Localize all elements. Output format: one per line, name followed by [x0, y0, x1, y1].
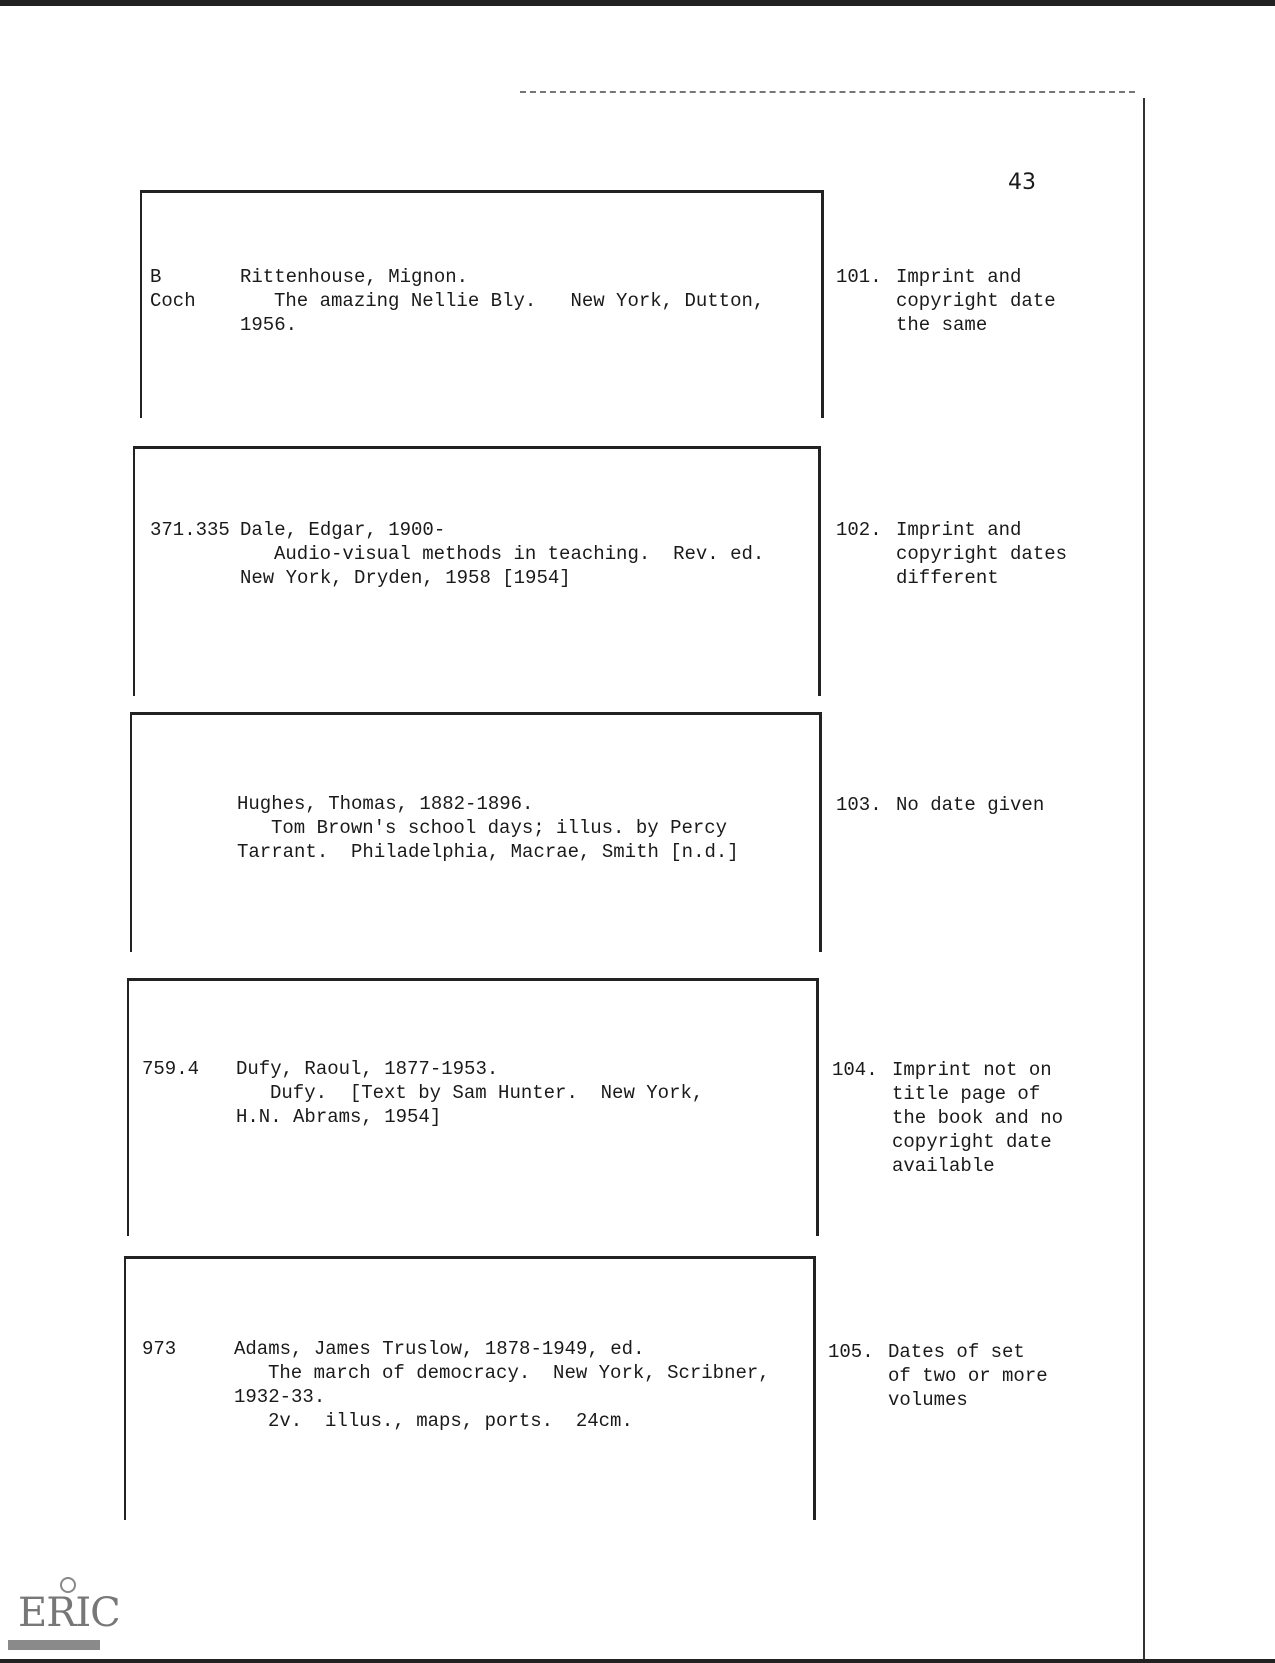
- call-number: [142, 1057, 199, 1081]
- call-number: [142, 1337, 176, 1361]
- entry-title: The march of democracy. New York, Scribner,: [268, 1362, 770, 1384]
- example-note-102: [836, 518, 1068, 589]
- entry-title: Dufy. [Text by Sam Hunter. New York,: [270, 1082, 704, 1104]
- note-line: copyright dates: [896, 543, 1068, 565]
- entry-heading: Hughes, Thomas, 1882-1896.: [237, 793, 534, 815]
- eric-logo-bar: [8, 1640, 100, 1650]
- call-number-line: 973: [142, 1338, 177, 1360]
- top-dashed-rule: [520, 91, 1135, 93]
- call-number: [150, 518, 230, 542]
- note-line: No date given: [896, 794, 1045, 816]
- page-bottom-edge: [0, 1659, 1275, 1663]
- entry-line: H.N. Abrams, 1954]: [236, 1106, 442, 1128]
- call-number-line: Coch: [150, 290, 196, 312]
- entry-title: Tom Brown's school days; illus. by Percy: [271, 817, 728, 839]
- catalog-entry: [236, 1057, 703, 1129]
- note-line: Imprint not on: [892, 1059, 1052, 1081]
- entry-heading: Dufy, Raoul, 1877-1953.: [236, 1058, 499, 1080]
- note-line: copyright date: [896, 290, 1056, 312]
- page-number: 43: [1008, 170, 1036, 195]
- call-number-line: B: [150, 266, 162, 288]
- catalog-entry: [240, 265, 764, 337]
- note-line: available: [892, 1155, 995, 1177]
- note-line: different: [896, 567, 999, 589]
- note-line: title page of: [892, 1083, 1041, 1105]
- catalog-entry: [237, 792, 739, 864]
- entry-line: 1956.: [240, 314, 298, 336]
- note-line: of two or more: [888, 1365, 1048, 1387]
- entry-collation: 2v. illus., maps, ports. 24cm.: [268, 1410, 633, 1432]
- note-line: Imprint and: [896, 519, 1022, 541]
- page-top-edge: [0, 0, 1275, 6]
- call-number: [150, 265, 196, 313]
- note-line: copyright date: [892, 1131, 1052, 1153]
- entry-line: Tarrant. Philadelphia, Macrae, Smith [n.d.]: [237, 841, 739, 863]
- entry-line: New York, Dryden, 1958 [1954]: [240, 567, 571, 589]
- note-line: the same: [896, 314, 988, 336]
- note-number: 102.: [836, 519, 882, 541]
- catalog-entry: [240, 518, 764, 590]
- note-line: Dates of set: [888, 1341, 1025, 1363]
- entry-heading: Rittenhouse, Mignon.: [240, 266, 469, 288]
- note-number: 101.: [836, 266, 882, 288]
- example-note-101: [836, 265, 1056, 336]
- example-note-104: [832, 1058, 1064, 1177]
- eric-logo: ERIC: [18, 1590, 120, 1636]
- entry-title: The amazing Nellie Bly. New York, Dutton,: [274, 290, 765, 312]
- note-line: volumes: [888, 1389, 968, 1411]
- note-number: 103.: [836, 794, 882, 816]
- catalog-entry: [234, 1337, 770, 1433]
- example-note-103: [836, 793, 1045, 817]
- entry-heading: Adams, James Truslow, 1878-1949, ed.: [234, 1338, 645, 1360]
- right-margin-line: [1143, 98, 1145, 1663]
- call-number-line: 759.4: [142, 1058, 200, 1080]
- note-number: 105.: [828, 1341, 874, 1363]
- entry-title: Audio-visual methods in teaching. Rev. ed.: [274, 543, 765, 565]
- entry-heading: Dale, Edgar, 1900-: [240, 519, 446, 541]
- example-note-105: [828, 1340, 1048, 1411]
- entry-line: 1932-33.: [234, 1386, 326, 1408]
- note-number: 104.: [832, 1059, 878, 1081]
- note-line: the book and no: [892, 1107, 1064, 1129]
- call-number-line: 371.335: [150, 519, 230, 541]
- note-line: Imprint and: [896, 266, 1022, 288]
